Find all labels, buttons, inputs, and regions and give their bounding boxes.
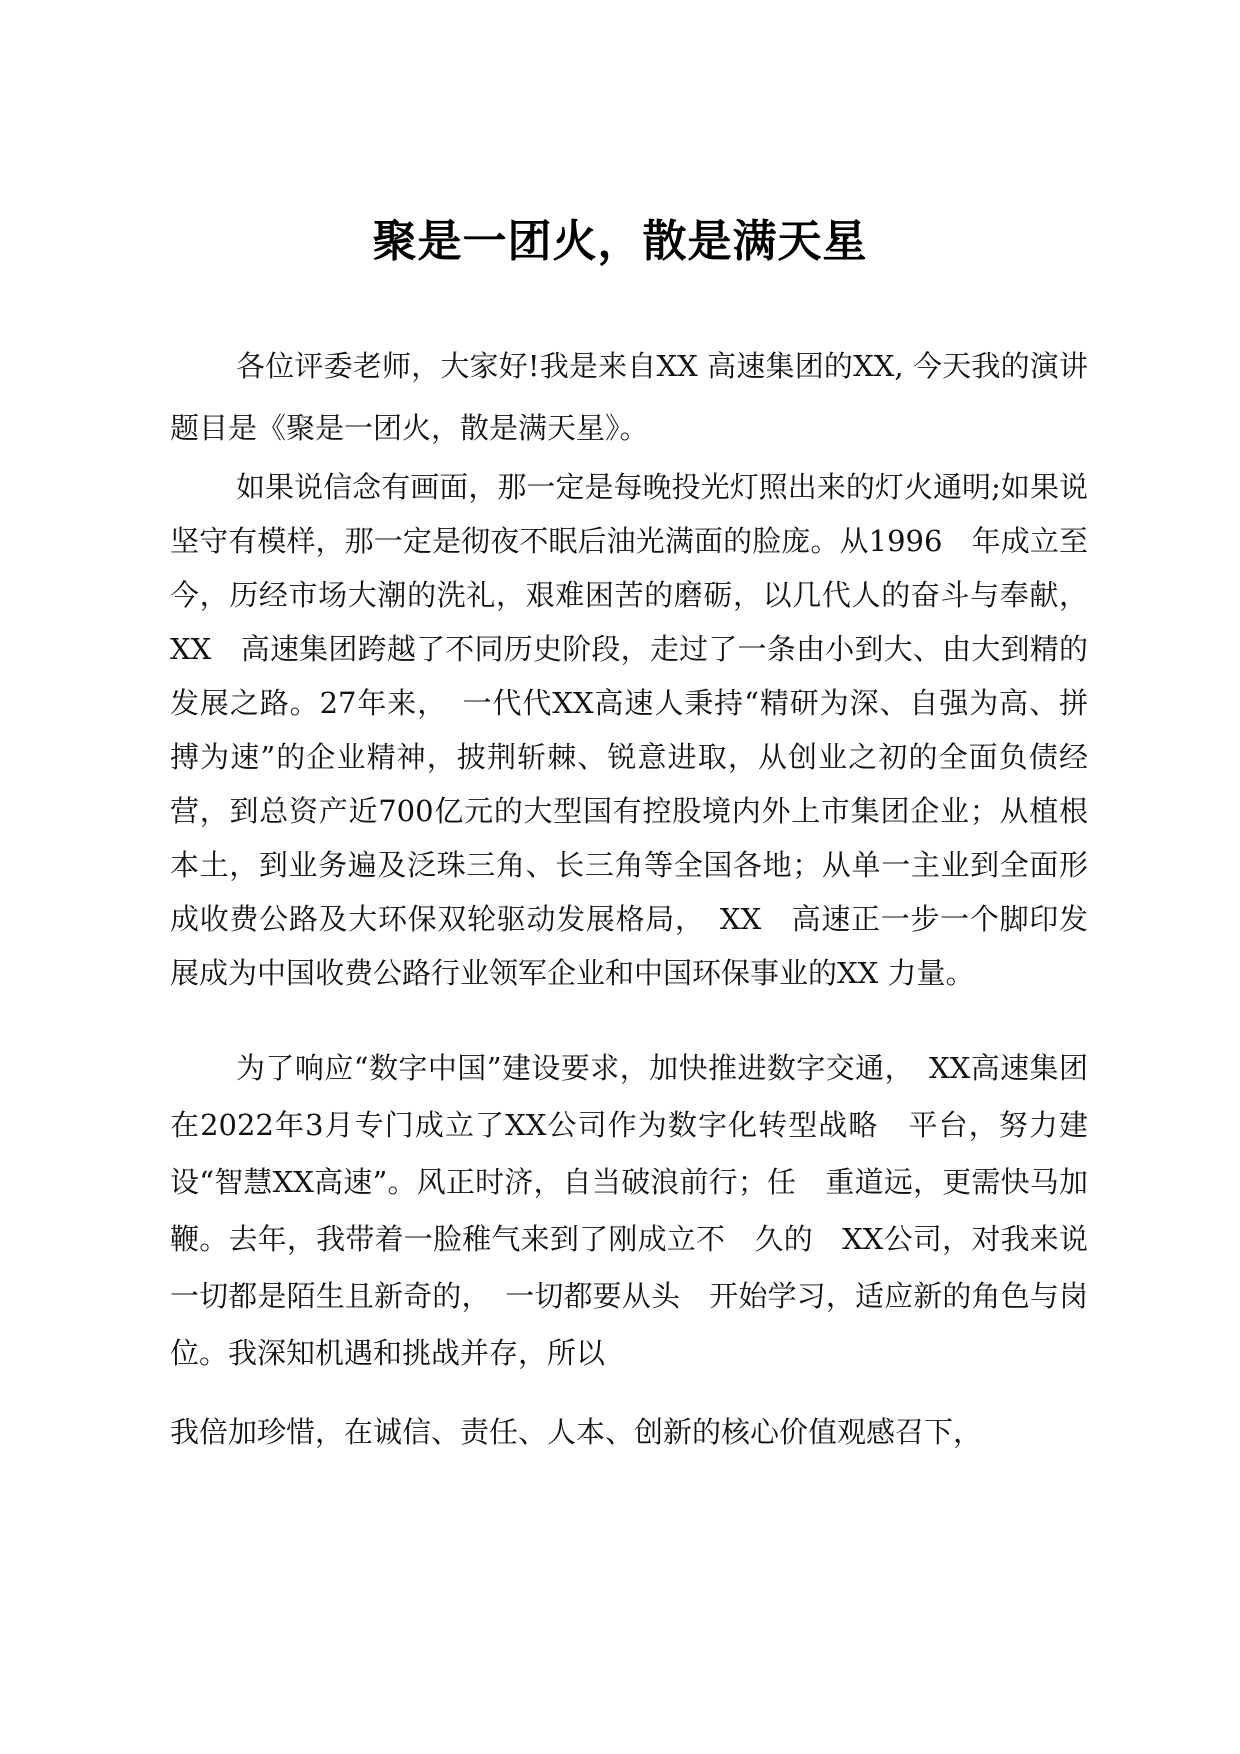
paragraph-continuation: 我倍加珍惜，在诚信、责任、人本、创新的核心价值观感召下， <box>170 1415 983 1449</box>
paragraph-history: 如果说信念有画面，那一定是每晚投光灯照出来的灯火通明;如果说坚守有模样，那一定是彻夜不眠后油光满面的脸庞。从1996 年成立至今，历经市场大潮的洗礼，艰难困苦的磨砺，以几代人的奋斗与奉献，XX 高速集团跨越了不同历史阶段，走过了一条由小到大、由大到精的发展之路。27年来， 一代代XX高速人秉持“精研为深、自强为高、拼搏为速”的企业精神，披荆斩棘、锐意进取，从创业之初的全面负债经营，到总资产近700亿元的大型国有控股境内外上市集团企业；从植根本土，到业务遍及泛珠三角、长三角等全国各地；从单一主业到全面形成收费公路及大环保双轮驱动发展格局， XX 高速正一步一个脚印发展成为中国收费公路行业领军企业和中国环保事业的XX 力量。 <box>170 470 1088 990</box>
paragraph-greeting: 各位评委老师，大家好!我是来自XX 高速集团的XX, 今天我的演讲题目是《聚是一团火，散是满天星》。 <box>170 349 1088 445</box>
paragraph-digital-transformation: 为了响应“数字中国”建设要求，加快推进数字交通， XX高速集团在2022年3月专门成立了XX公司作为数字化转型战略 平台，努力建设“智慧XX高速”。风正时济，自当破浪前行；任 重道远，更需快马加鞭。去年，我带着一脸稚气来到了刚成立不 久的 XX公司，对我来说一切都是陌生且新奇的， 一切都要从头 开始学习，适应新的角色与岗位。我深知机遇和挑战并存，所以 <box>170 1051 1088 1370</box>
document-title: 聚是一团火，散是满天星 <box>372 216 868 267</box>
